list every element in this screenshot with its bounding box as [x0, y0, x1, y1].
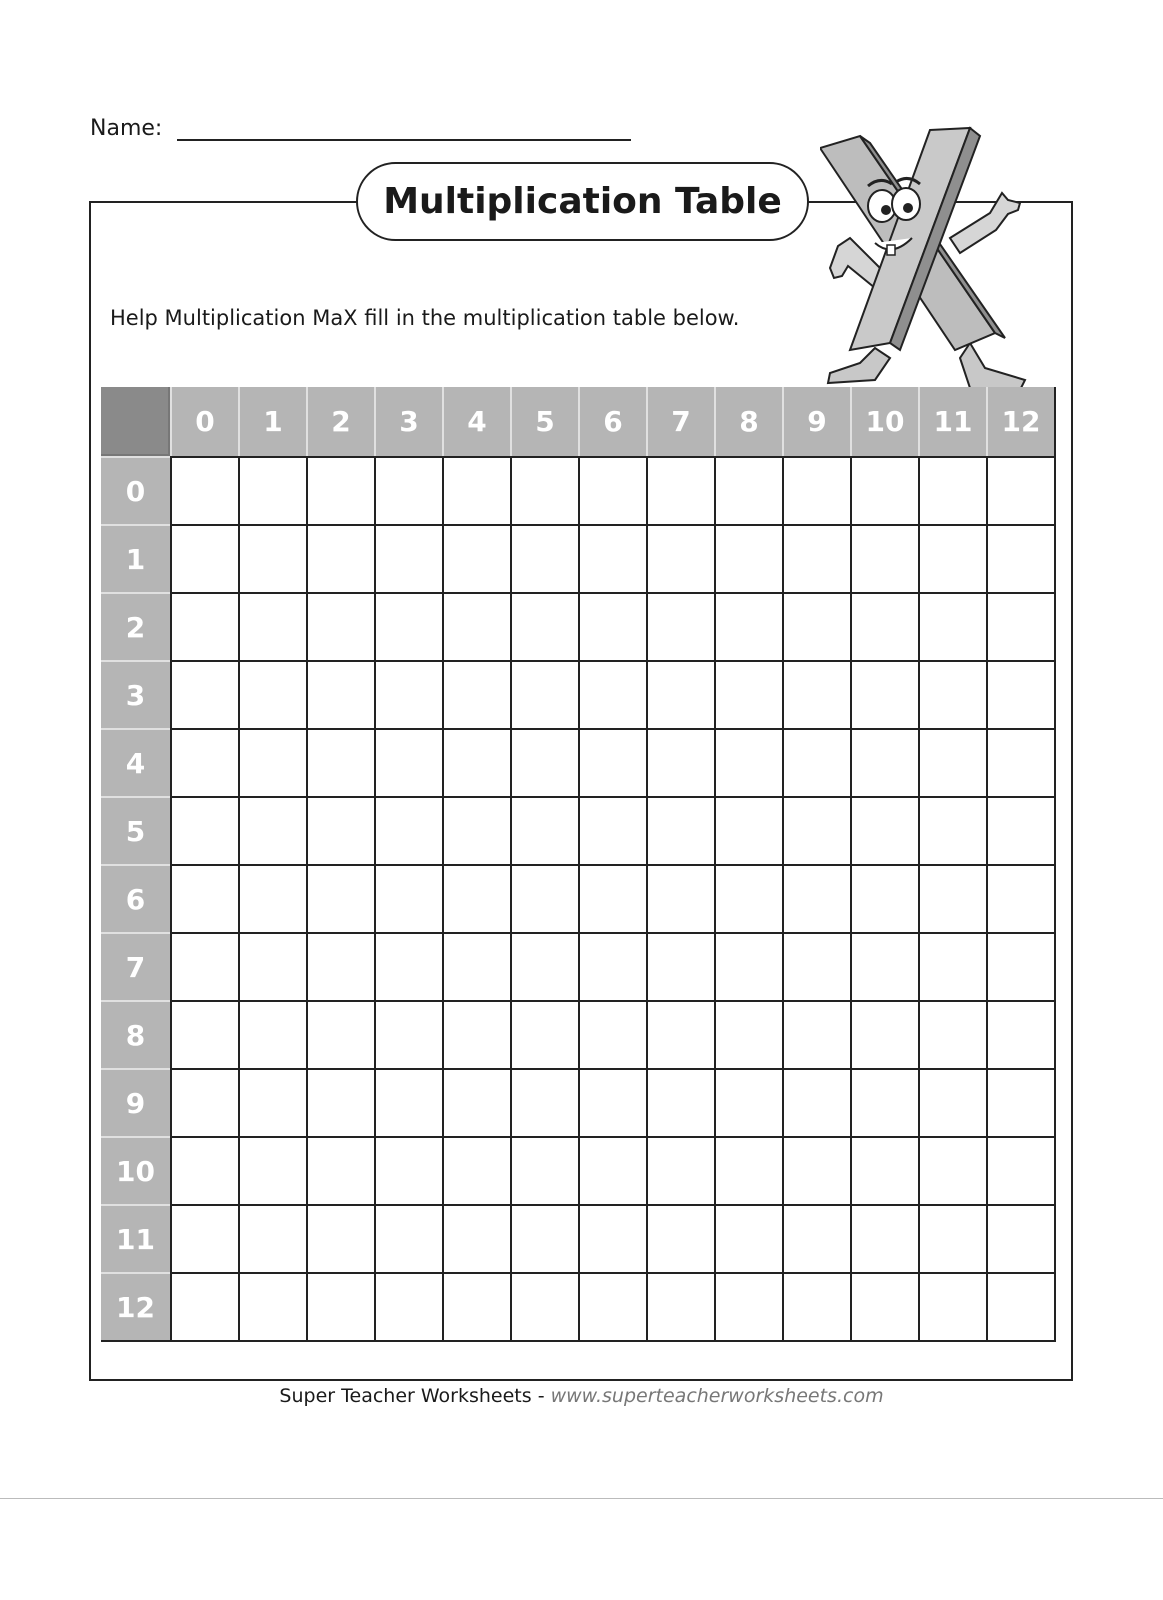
- row-header: 8: [101, 1000, 170, 1068]
- answer-cell[interactable]: [714, 1000, 782, 1068]
- answer-cell[interactable]: [646, 592, 714, 660]
- answer-cell[interactable]: [510, 932, 578, 1000]
- answer-cell[interactable]: [442, 1204, 510, 1272]
- column-header: 8: [714, 387, 782, 456]
- answer-cell[interactable]: [510, 796, 578, 864]
- answer-cell[interactable]: [442, 592, 510, 660]
- answer-cell[interactable]: [238, 1136, 306, 1204]
- answer-cell[interactable]: [306, 728, 374, 796]
- row-header: 0: [101, 456, 170, 524]
- answer-cell[interactable]: [510, 592, 578, 660]
- answer-cell[interactable]: [510, 456, 578, 524]
- column-header: 4: [442, 387, 510, 456]
- column-header: 10: [850, 387, 918, 456]
- page-title: Multiplication Table: [356, 162, 809, 241]
- answer-cell[interactable]: [170, 524, 238, 592]
- answer-cell[interactable]: [170, 1000, 238, 1068]
- answer-cell[interactable]: [238, 932, 306, 1000]
- name-input-line[interactable]: [177, 139, 631, 141]
- answer-cell[interactable]: [646, 1272, 714, 1340]
- answer-cell[interactable]: [170, 456, 238, 524]
- answer-cell[interactable]: [782, 660, 850, 728]
- answer-cell[interactable]: [374, 1000, 442, 1068]
- answer-cell[interactable]: [918, 1136, 986, 1204]
- answer-cell[interactable]: [578, 796, 646, 864]
- answer-cell[interactable]: [850, 864, 918, 932]
- answer-cell[interactable]: [510, 864, 578, 932]
- answer-cell[interactable]: [578, 524, 646, 592]
- column-header: 3: [374, 387, 442, 456]
- answer-cell[interactable]: [986, 932, 1054, 1000]
- answer-cell[interactable]: [714, 1204, 782, 1272]
- answer-cell[interactable]: [918, 524, 986, 592]
- answer-cell[interactable]: [374, 456, 442, 524]
- answer-cell[interactable]: [918, 932, 986, 1000]
- answer-cell[interactable]: [374, 1068, 442, 1136]
- answer-cell[interactable]: [782, 1000, 850, 1068]
- answer-cell[interactable]: [442, 1272, 510, 1340]
- column-header: 0: [170, 387, 238, 456]
- answer-cell[interactable]: [170, 864, 238, 932]
- answer-cell[interactable]: [170, 728, 238, 796]
- answer-cell[interactable]: [918, 1068, 986, 1136]
- answer-cell[interactable]: [374, 1204, 442, 1272]
- row-header: 6: [101, 864, 170, 932]
- answer-cell[interactable]: [238, 796, 306, 864]
- answer-cell[interactable]: [306, 592, 374, 660]
- answer-cell[interactable]: [510, 1204, 578, 1272]
- row-header: 5: [101, 796, 170, 864]
- answer-cell[interactable]: [170, 1136, 238, 1204]
- answer-cell[interactable]: [986, 1204, 1054, 1272]
- answer-cell[interactable]: [510, 1272, 578, 1340]
- answer-cell[interactable]: [850, 1272, 918, 1340]
- multiplication-grid: [101, 387, 1056, 1342]
- answer-cell[interactable]: [918, 1272, 986, 1340]
- answer-cell[interactable]: [782, 592, 850, 660]
- answer-cell[interactable]: [850, 796, 918, 864]
- answer-cell[interactable]: [646, 1068, 714, 1136]
- answer-cell[interactable]: [986, 864, 1054, 932]
- answer-cell[interactable]: [986, 456, 1054, 524]
- answer-cell[interactable]: [714, 864, 782, 932]
- answer-cell[interactable]: [170, 1204, 238, 1272]
- answer-cell[interactable]: [850, 524, 918, 592]
- answer-cell[interactable]: [170, 592, 238, 660]
- answer-cell[interactable]: [986, 796, 1054, 864]
- answer-cell[interactable]: [306, 864, 374, 932]
- answer-cell[interactable]: [442, 1068, 510, 1136]
- answer-cell[interactable]: [646, 1204, 714, 1272]
- answer-cell[interactable]: [578, 660, 646, 728]
- answer-cell[interactable]: [714, 796, 782, 864]
- answer-cell[interactable]: [170, 660, 238, 728]
- answer-cell[interactable]: [782, 1068, 850, 1136]
- answer-cell[interactable]: [782, 524, 850, 592]
- answer-cell[interactable]: [578, 728, 646, 796]
- answer-cell[interactable]: [578, 1272, 646, 1340]
- answer-cell[interactable]: [170, 796, 238, 864]
- answer-cell[interactable]: [714, 524, 782, 592]
- name-label: Name:: [90, 116, 163, 141]
- answer-cell[interactable]: [850, 592, 918, 660]
- row-header: 10: [101, 1136, 170, 1204]
- answer-cell[interactable]: [442, 728, 510, 796]
- answer-cell[interactable]: [850, 932, 918, 1000]
- answer-cell[interactable]: [646, 796, 714, 864]
- answer-cell[interactable]: [238, 1204, 306, 1272]
- column-header: 1: [238, 387, 306, 456]
- answer-cell[interactable]: [986, 592, 1054, 660]
- answer-cell[interactable]: [170, 1068, 238, 1136]
- answer-cell[interactable]: [374, 660, 442, 728]
- answer-cell[interactable]: [918, 456, 986, 524]
- answer-cell[interactable]: [374, 864, 442, 932]
- answer-cell[interactable]: [170, 932, 238, 1000]
- answer-cell[interactable]: [646, 932, 714, 1000]
- answer-cell[interactable]: [374, 932, 442, 1000]
- answer-cell[interactable]: [238, 592, 306, 660]
- grid-corner: [101, 387, 170, 456]
- answer-cell[interactable]: [238, 456, 306, 524]
- answer-cell[interactable]: [578, 1068, 646, 1136]
- answer-cell[interactable]: [850, 1204, 918, 1272]
- answer-cell[interactable]: [850, 660, 918, 728]
- answer-cell[interactable]: [578, 932, 646, 1000]
- answer-cell[interactable]: [578, 864, 646, 932]
- answer-cell[interactable]: [306, 1272, 374, 1340]
- answer-cell[interactable]: [442, 1000, 510, 1068]
- answer-cell[interactable]: [442, 796, 510, 864]
- row-header: 9: [101, 1068, 170, 1136]
- answer-cell[interactable]: [578, 592, 646, 660]
- answer-cell[interactable]: [918, 796, 986, 864]
- answer-cell[interactable]: [306, 796, 374, 864]
- answer-cell[interactable]: [714, 1068, 782, 1136]
- answer-cell[interactable]: [374, 728, 442, 796]
- footer: [0, 1385, 1163, 1407]
- column-header: 6: [578, 387, 646, 456]
- answer-cell[interactable]: [306, 456, 374, 524]
- answer-cell[interactable]: [306, 932, 374, 1000]
- answer-cell[interactable]: [986, 728, 1054, 796]
- answer-cell[interactable]: [578, 1000, 646, 1068]
- answer-cell[interactable]: [306, 524, 374, 592]
- answer-cell[interactable]: [782, 796, 850, 864]
- row-header: 3: [101, 660, 170, 728]
- footer-separator: -: [531, 1385, 551, 1407]
- answer-cell[interactable]: [986, 1000, 1054, 1068]
- answer-cell[interactable]: [578, 1204, 646, 1272]
- answer-cell[interactable]: [714, 456, 782, 524]
- answer-cell[interactable]: [374, 1272, 442, 1340]
- answer-cell[interactable]: [714, 592, 782, 660]
- multiplication-max-mascot-icon: [820, 118, 1060, 408]
- answer-cell[interactable]: [714, 1136, 782, 1204]
- answer-cell[interactable]: [714, 660, 782, 728]
- answer-cell[interactable]: [782, 1272, 850, 1340]
- answer-cell[interactable]: [238, 660, 306, 728]
- answer-cell[interactable]: [510, 660, 578, 728]
- answer-cell[interactable]: [782, 1204, 850, 1272]
- answer-cell[interactable]: [510, 1068, 578, 1136]
- answer-cell[interactable]: [510, 1000, 578, 1068]
- answer-cell[interactable]: [986, 660, 1054, 728]
- answer-cell[interactable]: [510, 524, 578, 592]
- column-header: 2: [306, 387, 374, 456]
- answer-cell[interactable]: [646, 660, 714, 728]
- answer-cell[interactable]: [714, 932, 782, 1000]
- answer-cell[interactable]: [646, 1136, 714, 1204]
- row-header: 1: [101, 524, 170, 592]
- answer-cell[interactable]: [306, 1204, 374, 1272]
- instructions-text: Help Multiplication MaX fill in the multiplication table below.: [110, 306, 740, 330]
- row-header: 4: [101, 728, 170, 796]
- answer-cell[interactable]: [918, 864, 986, 932]
- footer-url-link[interactable]: www.superteacherworksheets.com: [550, 1385, 884, 1407]
- answer-cell[interactable]: [850, 1000, 918, 1068]
- answer-cell[interactable]: [442, 864, 510, 932]
- answer-cell[interactable]: [782, 456, 850, 524]
- answer-cell[interactable]: [986, 524, 1054, 592]
- answer-cell[interactable]: [646, 728, 714, 796]
- answer-cell[interactable]: [646, 524, 714, 592]
- answer-cell[interactable]: [442, 524, 510, 592]
- answer-cell[interactable]: [510, 1136, 578, 1204]
- answer-cell[interactable]: [238, 1000, 306, 1068]
- answer-cell[interactable]: [442, 932, 510, 1000]
- answer-cell[interactable]: [306, 1000, 374, 1068]
- column-header: 11: [918, 387, 986, 456]
- answer-cell[interactable]: [578, 456, 646, 524]
- row-header: 2: [101, 592, 170, 660]
- answer-cell[interactable]: [782, 1136, 850, 1204]
- answer-cell[interactable]: [850, 1068, 918, 1136]
- answer-cell[interactable]: [986, 1068, 1054, 1136]
- answer-cell[interactable]: [646, 864, 714, 932]
- answer-cell[interactable]: [306, 1068, 374, 1136]
- answer-cell[interactable]: [714, 1272, 782, 1340]
- answer-cell[interactable]: [850, 456, 918, 524]
- answer-cell[interactable]: [918, 592, 986, 660]
- answer-cell[interactable]: [238, 728, 306, 796]
- row-header: 12: [101, 1272, 170, 1340]
- answer-cell[interactable]: [238, 864, 306, 932]
- answer-cell[interactable]: [238, 1068, 306, 1136]
- answer-cell[interactable]: [306, 1136, 374, 1204]
- answer-cell[interactable]: [442, 660, 510, 728]
- column-header: 9: [782, 387, 850, 456]
- answer-cell[interactable]: [986, 1272, 1054, 1340]
- column-header: 5: [510, 387, 578, 456]
- answer-cell[interactable]: [986, 1136, 1054, 1204]
- answer-cell[interactable]: [850, 728, 918, 796]
- answer-cell[interactable]: [442, 1136, 510, 1204]
- answer-cell[interactable]: [714, 728, 782, 796]
- answer-cell[interactable]: [850, 1136, 918, 1204]
- answer-cell[interactable]: [374, 524, 442, 592]
- answer-cell[interactable]: [374, 592, 442, 660]
- page-edge-divider: [0, 1498, 1163, 1499]
- answer-cell[interactable]: [782, 864, 850, 932]
- column-header: 7: [646, 387, 714, 456]
- answer-cell[interactable]: [918, 1204, 986, 1272]
- answer-cell[interactable]: [170, 1272, 238, 1340]
- answer-cell[interactable]: [238, 524, 306, 592]
- answer-cell[interactable]: [510, 728, 578, 796]
- answer-cell[interactable]: [442, 456, 510, 524]
- answer-cell[interactable]: [646, 456, 714, 524]
- answer-cell[interactable]: [238, 1272, 306, 1340]
- answer-cell[interactable]: [918, 728, 986, 796]
- answer-cell[interactable]: [306, 660, 374, 728]
- answer-cell[interactable]: [782, 932, 850, 1000]
- answer-cell[interactable]: [374, 796, 442, 864]
- footer-brand: Super Teacher Worksheets: [279, 1385, 532, 1407]
- answer-cell[interactable]: [374, 1136, 442, 1204]
- answer-cell[interactable]: [782, 728, 850, 796]
- answer-cell[interactable]: [918, 1000, 986, 1068]
- column-header: 12: [986, 387, 1054, 456]
- row-header: 7: [101, 932, 170, 1000]
- answer-cell[interactable]: [646, 1000, 714, 1068]
- row-header: 11: [101, 1204, 170, 1272]
- answer-cell[interactable]: [918, 660, 986, 728]
- answer-cell[interactable]: [578, 1136, 646, 1204]
